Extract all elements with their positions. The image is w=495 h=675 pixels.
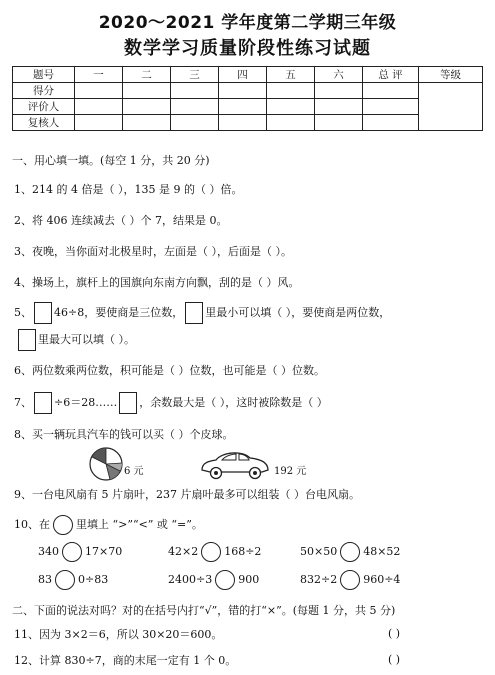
question-7-number: 7、 <box>14 396 32 409</box>
score-cell[interactable] <box>219 115 267 131</box>
row-label-reviewer: 复核人 <box>13 115 75 131</box>
score-table <box>12 66 483 131</box>
question-7 <box>14 392 328 414</box>
compare-item-1 <box>38 542 122 562</box>
score-cell[interactable] <box>171 83 219 99</box>
compare-left: 832÷2 <box>300 573 338 586</box>
answer-circle[interactable] <box>53 515 73 535</box>
answer-box[interactable] <box>185 302 203 324</box>
answer-circle[interactable] <box>55 570 75 590</box>
header-cell: 题号 <box>13 67 75 83</box>
question-10-text-a: 10、在 <box>14 518 50 531</box>
score-cell[interactable] <box>123 83 171 99</box>
compare-left: 83 <box>38 573 52 586</box>
question-5-text-a: 46÷8，要使商是三位数， <box>54 306 184 319</box>
score-cell[interactable] <box>315 99 363 115</box>
question-4: 4、操场上，旗杆上的国旗向东南方向飘，刮的是（ ）风。 <box>14 276 300 289</box>
header-cell: 二 <box>123 67 171 83</box>
compare-item-2 <box>168 542 261 562</box>
score-cell[interactable] <box>171 115 219 131</box>
question-1: 1、214 的 4 倍是（ ），135 是 9 的（ ）倍。 <box>14 183 243 196</box>
compare-item-5 <box>168 570 259 590</box>
answer-circle[interactable] <box>340 570 360 590</box>
question-6: 6、两位数乘两位数，积可能是（ ）位数，也可能是（ ）位数。 <box>14 364 325 377</box>
answer-box[interactable] <box>34 392 52 414</box>
header-cell: 总 评 <box>363 67 419 83</box>
question-2: 2、将 406 连续减去（ ）个 7，结果是 0。 <box>14 214 228 227</box>
compare-left: 2400÷3 <box>168 573 213 586</box>
score-cell[interactable] <box>123 115 171 131</box>
score-cell[interactable] <box>267 83 315 99</box>
score-cell[interactable] <box>123 99 171 115</box>
question-12: 12、计算 830÷7，商的末尾一定有 1 个 0。 <box>14 654 237 667</box>
score-cell[interactable] <box>267 115 315 131</box>
question-9: 9、一台电风扇有 5 片扇叶，237 片扇叶最多可以组装（ ）台电风扇。 <box>14 488 360 501</box>
header-cell: 六 <box>315 67 363 83</box>
answer-circle[interactable] <box>215 570 235 590</box>
section2-heading: 二、下面的说法对吗？对的在括号内打“√”，错的打“×”。(每题 1 分，共 5 分) <box>12 604 396 617</box>
header-cell: 等级 <box>419 67 483 83</box>
row-label-evaluator: 评价人 <box>13 99 75 115</box>
reviewer-row <box>13 115 483 131</box>
question-10 <box>14 514 203 536</box>
answer-parentheses[interactable]: ( ) <box>388 627 401 640</box>
question-5 <box>14 302 390 324</box>
question-7-text-a: ÷6＝28…… <box>54 396 118 409</box>
row-label-score: 得分 <box>13 83 75 99</box>
question-10-text-b: 里填上 “>”“<” 或 “=”。 <box>76 518 203 531</box>
header-cell: 四 <box>219 67 267 83</box>
score-cell[interactable] <box>363 83 419 99</box>
compare-left: 50×50 <box>300 545 338 558</box>
answer-box[interactable] <box>119 392 137 414</box>
exam-title-line1: 2020～2021 学年度第二学期三年级 <box>98 13 397 33</box>
question-3: 3、夜晚，当你面对北极星时，左面是（ ），后面是（ ）。 <box>14 245 292 258</box>
question-5-continued <box>16 329 135 351</box>
question-11: 11、因为 3×2＝6，所以 30×20＝600。 <box>14 628 223 641</box>
question-5-number: 5、 <box>14 306 32 319</box>
compare-right: 17×70 <box>85 545 123 558</box>
compare-item-4 <box>38 570 108 590</box>
compare-right: 0÷83 <box>78 573 109 586</box>
question-5-text-b: 里最小可以填（ ），要使商是两位数， <box>205 306 391 319</box>
header-cell: 一 <box>75 67 123 83</box>
score-cell[interactable] <box>75 99 123 115</box>
score-cell[interactable] <box>315 115 363 131</box>
score-cell[interactable] <box>267 99 315 115</box>
car-price: 192 元 <box>274 466 307 477</box>
score-cell[interactable] <box>363 99 419 115</box>
answer-circle[interactable] <box>201 542 221 562</box>
compare-right: 168÷2 <box>224 545 262 558</box>
answer-parentheses[interactable]: ( ) <box>388 653 401 666</box>
score-table-header-row <box>13 67 483 83</box>
score-row <box>13 83 483 99</box>
answer-box[interactable] <box>34 302 52 324</box>
answer-box[interactable] <box>18 329 36 351</box>
toy-car-icon <box>198 446 272 482</box>
score-cell[interactable] <box>219 99 267 115</box>
compare-right: 48×52 <box>363 545 401 558</box>
evaluator-row <box>13 99 483 115</box>
compare-left: 42×2 <box>168 545 199 558</box>
compare-item-6 <box>300 570 400 590</box>
question-5-text-c: 里最大可以填（ ）。 <box>38 333 135 346</box>
exam-title-line2: 数学学习质量阶段性练习试题 <box>124 38 371 59</box>
score-cell[interactable] <box>363 115 419 131</box>
ball-price: 6 元 <box>124 466 144 477</box>
score-cell[interactable] <box>219 83 267 99</box>
header-cell: 三 <box>171 67 219 83</box>
question-8: 8、买一辆玩具汽车的钱可以买（ ）个皮球。 <box>14 428 234 441</box>
answer-circle[interactable] <box>340 542 360 562</box>
compare-left: 340 <box>38 545 59 558</box>
compare-item-3 <box>300 542 400 562</box>
ball-icon <box>88 446 124 482</box>
compare-right: 960÷4 <box>363 573 401 586</box>
question-7-text-b: ，余数最大是（ ），这时被除数是（ ） <box>139 396 328 409</box>
header-cell: 五 <box>267 67 315 83</box>
score-cell[interactable] <box>75 83 123 99</box>
score-cell[interactable] <box>171 99 219 115</box>
section1-heading: 一、用心填一填。(每空 1 分，共 20 分) <box>12 154 210 167</box>
score-cell[interactable] <box>75 115 123 131</box>
score-cell[interactable] <box>315 83 363 99</box>
answer-circle[interactable] <box>62 542 82 562</box>
compare-right: 900 <box>238 573 260 586</box>
grade-cell[interactable] <box>419 83 483 131</box>
